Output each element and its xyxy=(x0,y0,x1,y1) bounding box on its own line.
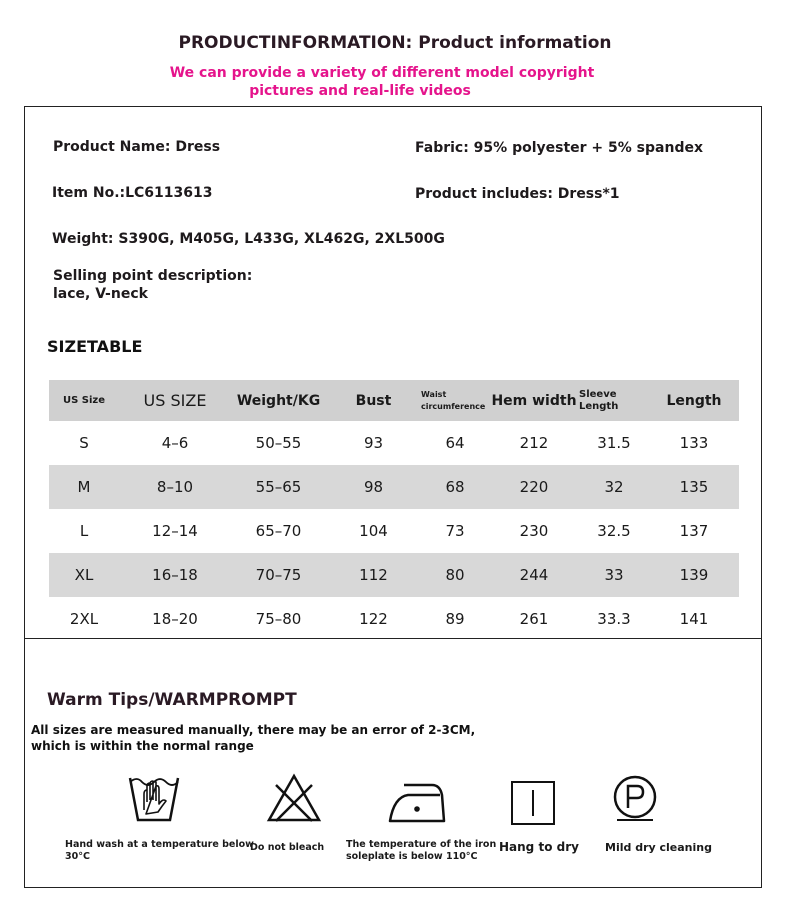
cell-us-size: L xyxy=(79,522,89,540)
cell-hem-width: 261 xyxy=(519,610,549,628)
hand-wash-caption-line-2: 30°C xyxy=(65,851,90,862)
cell-sleeve-length: 32 xyxy=(579,465,649,509)
table-row xyxy=(49,553,739,597)
weight: Weight: S390G, M405G, L433G, XL462G, 2XL500G xyxy=(52,231,445,247)
do-not-bleach-caption: Do not bleach xyxy=(250,842,325,853)
iron-icon xyxy=(388,781,446,825)
cell-sleeve-length: 32.5 xyxy=(597,522,631,540)
iron-caption-line-2: soleplate is below 110°C xyxy=(346,851,478,862)
header-us-size-alt: US SIZE xyxy=(119,380,231,421)
cell-hem-width: 220 xyxy=(489,465,579,509)
measurement-note xyxy=(31,722,475,754)
size-table xyxy=(49,380,739,641)
measurement-note-line-1: All sizes are measured manually, there may be an error of 2-3CM, xyxy=(31,723,476,737)
header-sleeve-length: Sleeve Length xyxy=(579,380,649,421)
header-weight: Weight/KG xyxy=(231,380,326,421)
cell-us-size-alt: 8–10 xyxy=(119,465,231,509)
cell-weight: 50–55 xyxy=(255,434,302,452)
cell-weight: 75–80 xyxy=(255,610,302,628)
hand-wash-caption-line-1: Hand wash at a temperature below xyxy=(65,839,254,850)
cell-waist: 68 xyxy=(421,465,489,509)
header-us-size: US Size xyxy=(49,380,119,421)
selling-point-value: lace, V-neck xyxy=(53,286,148,302)
size-table-header xyxy=(49,380,739,421)
size-table-title: SIZETABLE xyxy=(47,337,143,356)
cell-bust: 93 xyxy=(363,434,384,452)
cell-waist: 89 xyxy=(445,610,465,628)
cell-sleeve-length: 33.3 xyxy=(597,610,631,628)
cell-length: 139 xyxy=(649,553,739,597)
selling-point-label: Selling point description: xyxy=(53,268,253,284)
cell-hem-width: 244 xyxy=(489,553,579,597)
promo-line-2: pictures and real-life videos xyxy=(249,83,471,99)
cell-waist: 73 xyxy=(445,522,465,540)
product-includes: Product includes: Dress*1 xyxy=(415,186,620,202)
table-row xyxy=(49,509,739,553)
product-name: Product Name: Dress xyxy=(53,139,221,155)
header-waist: Waist circumference xyxy=(421,380,489,421)
mild-dry-cleaning-caption: Mild dry cleaning xyxy=(605,841,712,854)
do-not-bleach-icon xyxy=(266,773,322,823)
cell-weight: 65–70 xyxy=(255,522,302,540)
cell-length: 135 xyxy=(649,465,739,509)
hang-to-dry-icon xyxy=(510,780,556,826)
iron-caption-line-1: The temperature of the iron xyxy=(346,839,497,850)
cell-sleeve-length: 33 xyxy=(579,553,649,597)
cell-us-size-alt: 12–14 xyxy=(152,522,198,540)
cell-us-size-alt: 16–18 xyxy=(119,553,231,597)
cell-us-size: S xyxy=(79,434,89,452)
cell-bust: 122 xyxy=(359,610,388,628)
header-length: Length xyxy=(649,380,739,421)
fabric: Fabric: 95% polyester + 5% spandex xyxy=(415,140,703,156)
iron-caption xyxy=(346,839,496,863)
table-row xyxy=(49,597,739,641)
hand-wash-icon xyxy=(128,774,180,824)
cell-us-size: XL xyxy=(49,553,119,597)
page-title: PRODUCTINFORMATION: Product information xyxy=(178,33,612,53)
cell-us-size-alt: 18–20 xyxy=(152,610,198,628)
table-row xyxy=(49,465,739,509)
cell-bust: 112 xyxy=(326,553,421,597)
cell-waist: 64 xyxy=(445,434,465,452)
cell-bust: 104 xyxy=(359,522,388,540)
header-bust: Bust xyxy=(326,380,421,421)
hang-to-dry-caption: Hang to dry xyxy=(499,840,579,854)
warm-tips-title: Warm Tips/WARMPROMPT xyxy=(47,690,297,710)
cell-length: 137 xyxy=(679,522,709,540)
cell-hem-width: 212 xyxy=(519,434,549,452)
header-hem-width: Hem width xyxy=(489,380,579,421)
measurement-note-line-2: which is within the normal range xyxy=(31,739,254,753)
cell-hem-width: 230 xyxy=(519,522,549,540)
mild-dry-cleaning-icon xyxy=(611,775,659,823)
cell-us-size: 2XL xyxy=(69,610,99,628)
cell-weight: 70–75 xyxy=(231,553,326,597)
item-number: Item No.:LC6113613 xyxy=(52,185,213,201)
hand-wash-caption xyxy=(65,839,254,863)
promo-line-1: We can provide a variety of different model copyright xyxy=(169,65,595,81)
table-row xyxy=(49,421,739,465)
cell-waist: 80 xyxy=(421,553,489,597)
cell-bust: 98 xyxy=(326,465,421,509)
cell-length: 141 xyxy=(679,610,709,628)
cell-length: 133 xyxy=(679,434,709,452)
cell-sleeve-length: 31.5 xyxy=(597,434,631,452)
cell-us-size-alt: 4–6 xyxy=(161,434,189,452)
cell-weight: 55–65 xyxy=(231,465,326,509)
cell-us-size: M xyxy=(49,465,119,509)
